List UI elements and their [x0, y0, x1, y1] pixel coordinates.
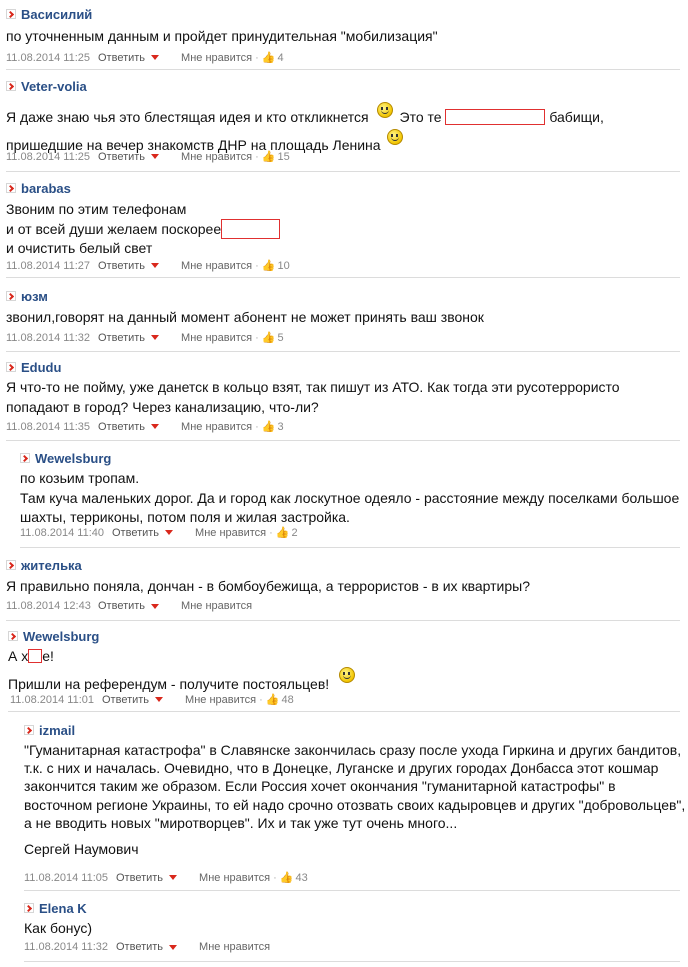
comment-author[interactable]: юзм [21, 288, 48, 304]
comment-text: "Гуманитарная катастрофа" в Славянске закончилась сразу после ухода Гиркина и других бандитов, [24, 742, 682, 758]
comment-date: 11.08.2014 11:01 [10, 693, 95, 706]
like-button[interactable]: Мне нравится [181, 51, 253, 64]
like-count: 3 [277, 420, 284, 433]
like-button[interactable]: Мне нравится [195, 526, 267, 539]
thumbs-up-icon: 👍 [261, 260, 276, 272]
smile-icon [339, 667, 355, 683]
arrow-icon [6, 362, 16, 372]
reply-button[interactable]: Ответить [98, 420, 146, 433]
comment-text: А х е! [8, 648, 54, 664]
caret-down-icon[interactable] [151, 424, 159, 429]
thumbs-up-icon: 👍 [275, 527, 290, 539]
reply-button[interactable]: Ответить [98, 150, 146, 163]
comment-text: по уточненным данным и пройдет принудительная "мобилизация" [6, 28, 438, 44]
comment-author[interactable]: Edudu [21, 359, 62, 375]
comment-text: Там куча маленьких дорог. Да и город как лоскутное одеяло - расстояние между поселками большое [20, 489, 680, 506]
arrow-icon [6, 291, 16, 301]
like-button[interactable]: Мне нравится [181, 150, 253, 163]
redacted-box [28, 649, 42, 663]
smile-icon [387, 129, 403, 145]
like-button[interactable]: Мне нравится [181, 331, 253, 344]
reply-button[interactable]: Ответить [98, 51, 146, 64]
like-button[interactable]: Мне нравится [199, 871, 271, 884]
arrow-icon [24, 725, 34, 735]
like-count: 15 [277, 150, 290, 163]
comment-text: по козьим тропам. [20, 470, 140, 486]
comment-date: 11.08.2014 11:35 [6, 420, 91, 433]
comment-signature: Сергей Наумович [24, 841, 139, 858]
thumbs-up-icon: 👍 [261, 421, 276, 433]
caret-down-icon[interactable] [151, 604, 159, 609]
caret-down-icon[interactable] [169, 875, 177, 880]
comment-date: 11.08.2014 11:25 [6, 150, 91, 163]
reply-button[interactable]: Ответить [98, 600, 146, 612]
comment-author[interactable]: Veter-volia [21, 78, 87, 94]
comment-date: 11.08.2014 11:32 [24, 941, 109, 953]
like-button[interactable]: Мне нравится [199, 941, 271, 953]
comment-text: и очистить белый свет [6, 240, 153, 256]
comment-text: Я что-то не пойму, уже данетск в кольцо взят, так пишут из АТО. Как тогда эти русотеррористо [6, 379, 620, 395]
reply-button[interactable]: Ответить [116, 941, 164, 953]
comment-text: а не вводить новых "миротворцев". Их и так уже тут очень много... [24, 814, 458, 831]
comment-author[interactable]: Wewelsburg [23, 628, 100, 644]
caret-down-icon[interactable] [155, 697, 163, 702]
like-count: 48 [281, 693, 294, 706]
comment-date: 11.08.2014 11:32 [6, 331, 91, 344]
comment: Edudu Я что-то не пойму, уже данетск в кольцо взят, так пишут из АТО. Как тогда эти русотеррористо попадают в город? Через канализацию, что-ли? 11.08.2014 11:35 Ответить Мне нравится · 👍 3 [6, 357, 680, 441]
comment-author[interactable]: izmail [39, 722, 76, 738]
comment-text: Я правильно поняла, дончан - в бомбоубежища, а террористов - в их квартиры? [6, 578, 530, 594]
like-count: 4 [277, 51, 284, 64]
comment-text: звонил,говорят на данный момент абонент не может принять ваш звонок [6, 309, 484, 325]
like-button[interactable]: Мне нравится [181, 259, 253, 272]
redacted-box [221, 219, 280, 239]
comment-text: шахты, терриконы, потом поля и жилая застройка. [20, 509, 350, 525]
comment [6, 555, 680, 621]
comment-author[interactable]: Васисилий [21, 6, 93, 22]
thumbs-up-icon: 👍 [261, 52, 276, 64]
caret-down-icon[interactable] [169, 945, 177, 950]
comment-author[interactable]: barabas [21, 180, 71, 196]
arrow-icon [20, 453, 30, 463]
caret-down-icon[interactable] [165, 530, 173, 535]
comment-date: 11.08.2014 11:05 [24, 871, 109, 884]
caret-down-icon[interactable] [151, 55, 159, 60]
comment-author[interactable]: Wewelsburg [35, 450, 112, 466]
arrow-icon [6, 9, 16, 19]
arrow-icon [6, 81, 16, 91]
thumbs-up-icon: 👍 [265, 694, 280, 706]
reply-button[interactable]: Ответить [112, 526, 160, 539]
comment [24, 898, 680, 962]
comment-text: т.к. с них и началась. Очевидно, что в Донецке, Луганске и других городах Донбасса этот кошмар [24, 760, 659, 777]
comment-text: и от всей души желаем поскорее [6, 219, 280, 239]
reply-button[interactable]: Ответить [102, 693, 150, 706]
caret-down-icon[interactable] [151, 154, 159, 159]
arrow-icon [6, 183, 16, 193]
smile-icon [377, 102, 393, 118]
like-button[interactable]: Мне нравится [185, 693, 257, 706]
comment-text: восточном регионе Украины, то ей надо срочно отозвать своих кадыровцев и других "добровольцев", [24, 796, 686, 813]
like-button[interactable]: Мне нравится [181, 420, 253, 433]
comment: юзм звонил,говорят на данный момент абонент не может принять ваш звонок 11.08.2014 11:32 Ответить Мне нравится · 👍 5 [6, 286, 680, 352]
arrow-icon [6, 560, 16, 570]
comment-text: Звоним по этим телефонам [6, 201, 187, 217]
comment: izmail "Гуманитарная катастрофа" в Славянске закончилась сразу после ухода Гиркина и других бандитов, т.к. с них и началась. Очевидно, что в Донецке, Луганске и других городах Донбасса этот кошмар закончится таким же образом. Если Россия хочет окончания "гуманитарной катастрофы" в восточном регионе Украины, то ей надо срочно отозвать своих кадыровцев и других "добровольцев", а не вводить новых "миротворцев". Их и так уже тут очень много... Сергей Наумович 11.08.2014 11:05 Ответить Мне нравится · 👍 43 [24, 720, 680, 891]
comment: Wewelsburg по козьим тропам. Там куча маленьких дорог. Да и город как лоскутное одеяло - расстояние между поселками большое шахты, терриконы, потом поля и жилая застройка. 11.08.2014 11:40 Ответить Мне нравится · 👍 2 [20, 448, 680, 548]
reply-button[interactable]: Ответить [98, 259, 146, 272]
comment: barabas Звоним по этим телефонам и от всей души желаем поскорее и очистить белый свет 11.08.2014 11:27 Ответить Мне нравится · 👍 10 [6, 178, 680, 278]
caret-down-icon[interactable] [151, 335, 159, 340]
redacted-box [445, 109, 545, 125]
comment-text: Как бонус) [24, 920, 92, 936]
reply-button[interactable]: Ответить [116, 871, 164, 884]
arrow-icon [24, 903, 34, 913]
arrow-icon [8, 631, 18, 641]
comment-author[interactable]: Elena K [39, 900, 87, 916]
comment: Wewelsburg А х е! Пришли на референдум - получите постояльцев! 11.08.2014 11:01 Ответить Мне нравится · 👍 48 [8, 626, 680, 712]
thumbs-up-icon: 👍 [261, 332, 276, 344]
comment-date: 11.08.2014 11:40 [20, 526, 105, 539]
like-count: 5 [277, 331, 284, 344]
comment-text: Я даже знаю чья это блестящая идея и кто откликнется Это те бабищи, [6, 102, 604, 127]
comment-text: пришедшие на вечер знакомств ДНР на площадь Ленина [6, 129, 604, 155]
like-button[interactable]: Мне нравится [181, 600, 253, 612]
like-count: 10 [277, 259, 290, 272]
comment-text: Пришли на референдум - получите постояльцев! [8, 667, 358, 695]
comment-date: 11.08.2014 12:43 [6, 600, 91, 612]
reply-button[interactable]: Ответить [98, 331, 146, 344]
thumbs-up-icon: 👍 [261, 151, 276, 163]
comment: Васисилий по уточненным данным и пройдет принудительная "мобилизация" 11.08.2014 11:25 Ответить Мне нравится · 👍 4 [6, 4, 680, 70]
thumbs-up-icon: 👍 [279, 872, 294, 884]
caret-down-icon[interactable] [151, 263, 159, 268]
comment-date: 11.08.2014 11:25 [6, 51, 91, 64]
comment-text: закончится таким же образом. Если Россия хочет окончания "гуманитарной катастрофы" в [24, 778, 616, 795]
comment-date: 11.08.2014 11:27 [6, 259, 91, 272]
comment-text: попадают в город? Через канализацию, что-ли? [6, 399, 319, 415]
comment-author[interactable]: жителька [21, 557, 82, 573]
like-count: 2 [291, 526, 298, 539]
like-count: 43 [295, 871, 308, 884]
comment: Veter-volia Я даже знаю чья это блестящая идея и кто откликнется Это те бабищи, пришедшие на вечер знакомств ДНР на площадь Ленина 11.08.2014 11:25 Ответить Мне нравится · 👍 15 [6, 76, 680, 172]
